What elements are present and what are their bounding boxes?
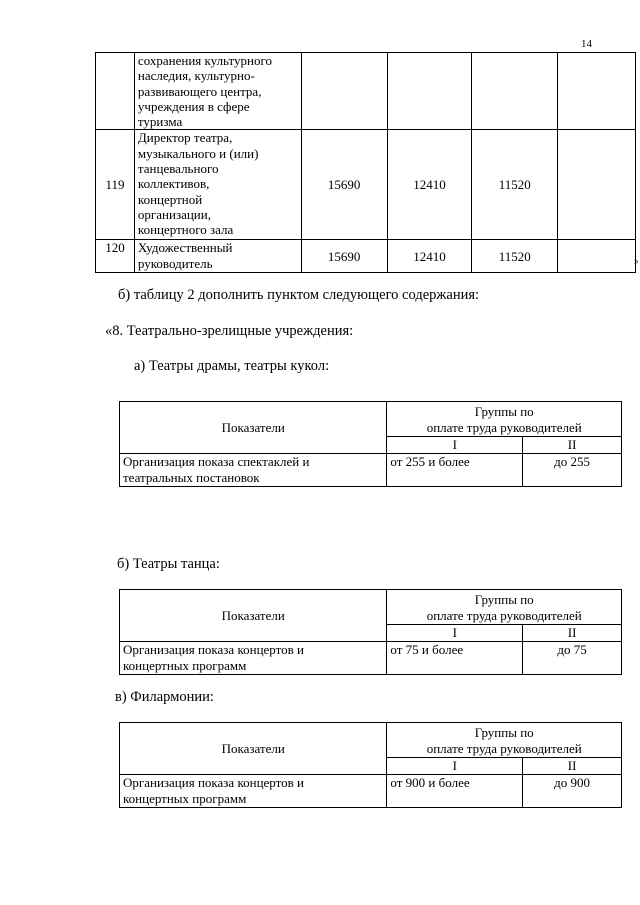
salary-group-1: 15690 xyxy=(301,240,387,273)
group-ii-value: до 75 xyxy=(523,642,622,675)
position-description xyxy=(134,53,301,130)
desc-line: концертного зала xyxy=(137,222,234,238)
groups-header xyxy=(387,590,622,625)
positions-table xyxy=(95,52,636,273)
table-row xyxy=(120,590,622,625)
groups-header-line: Группы по xyxy=(474,592,534,607)
group-table-philharmonic xyxy=(119,722,622,808)
desc-line: концертной xyxy=(137,191,203,207)
subsection-heading: в) Филармонии: xyxy=(115,689,214,705)
position-description xyxy=(134,240,301,273)
table-row xyxy=(96,130,636,240)
salary-group-2: 12410 xyxy=(387,130,472,240)
group-i-value: от 900 и более xyxy=(387,775,523,808)
groups-header xyxy=(387,402,622,437)
table-row xyxy=(96,53,636,130)
group-ii-header: II xyxy=(523,758,622,775)
table-row xyxy=(96,240,636,273)
group-ii-header: II xyxy=(523,625,622,642)
indicators-header: Показатели xyxy=(120,590,387,642)
row-number: 120 xyxy=(96,240,135,273)
empty-cell xyxy=(558,240,636,273)
groups-header-line: Группы по xyxy=(474,404,534,419)
desc-line: сохранения культурного xyxy=(137,53,272,68)
group-table-dance xyxy=(119,589,622,675)
indicator-cell xyxy=(120,775,387,808)
indicator-line: концертных программ xyxy=(123,791,247,806)
group-i-header: I xyxy=(387,437,523,454)
table-row xyxy=(120,402,622,437)
instruction-paragraph: б) таблицу 2 дополнить пунктом следующего содержания: xyxy=(118,287,480,303)
groups-header xyxy=(387,723,622,758)
indicator-line: Организация показа концертов и xyxy=(123,642,304,657)
groups-header-line: оплате труда руководителей xyxy=(426,741,582,756)
indicator-line: концертных программ xyxy=(123,658,247,673)
group-i-value: от 75 и более xyxy=(387,642,523,675)
group-table-drama xyxy=(119,401,622,487)
group-i-value: от 255 и более xyxy=(387,454,523,487)
salary-group-1: 15690 xyxy=(301,130,387,240)
table-row xyxy=(120,454,622,487)
row-number xyxy=(96,53,135,130)
group-i-header: I xyxy=(387,758,523,775)
salary-group-2: 12410 xyxy=(387,240,472,273)
indicator-line: Организация показа концертов и xyxy=(123,775,304,790)
indicator-line: театральных постановок xyxy=(123,470,260,485)
subsection-heading: б) Театры танца: xyxy=(117,556,220,572)
indicator-line: Организация показа спектаклей и xyxy=(123,454,310,469)
indicator-cell xyxy=(120,642,387,675)
page-number: 14 xyxy=(581,38,592,50)
group-i-header: I xyxy=(387,625,523,642)
desc-line: наследия, культурно- xyxy=(137,68,255,84)
empty-cell xyxy=(558,130,636,240)
groups-header-line: Группы по xyxy=(474,725,534,740)
table-row xyxy=(120,775,622,808)
indicator-cell xyxy=(120,454,387,487)
desc-line: танцевального xyxy=(137,161,219,177)
salary-group-3: 11520 xyxy=(472,130,558,240)
row-number: 119 xyxy=(96,130,135,240)
table-row xyxy=(120,642,622,675)
desc-line: Директор театра, xyxy=(137,130,233,146)
group-ii-header: II xyxy=(523,437,622,454)
table-row xyxy=(120,723,622,758)
salary-group-2 xyxy=(387,53,472,130)
empty-cell xyxy=(558,53,636,130)
desc-line: организации, xyxy=(137,206,211,222)
groups-header-line: оплате труда руководителей xyxy=(426,608,582,623)
desc-line: коллективов, xyxy=(137,176,210,192)
edge-quote-mark: » xyxy=(634,256,639,266)
group-ii-value: до 900 xyxy=(523,775,622,808)
desc-line: туризма xyxy=(137,114,183,130)
desc-line: развивающего центра, xyxy=(137,83,262,99)
indicators-header: Показатели xyxy=(120,402,387,454)
desc-line: учреждения в сфере xyxy=(137,98,250,114)
subsection-heading: а) Театры драмы, театры кукол: xyxy=(134,358,330,374)
salary-group-3: 11520 xyxy=(472,240,558,273)
salary-group-1 xyxy=(301,53,387,130)
group-ii-value: до 255 xyxy=(523,454,622,487)
desc-line: Художественный xyxy=(137,240,233,256)
desc-line: руководитель xyxy=(137,255,213,271)
desc-line: музыкального и (или) xyxy=(137,145,259,161)
salary-group-3 xyxy=(472,53,558,130)
indicators-header: Показатели xyxy=(120,723,387,775)
section-heading: «8. Театрально-зрелищные учреждения: xyxy=(105,323,354,339)
position-description xyxy=(134,130,301,240)
groups-header-line: оплате труда руководителей xyxy=(426,420,582,435)
